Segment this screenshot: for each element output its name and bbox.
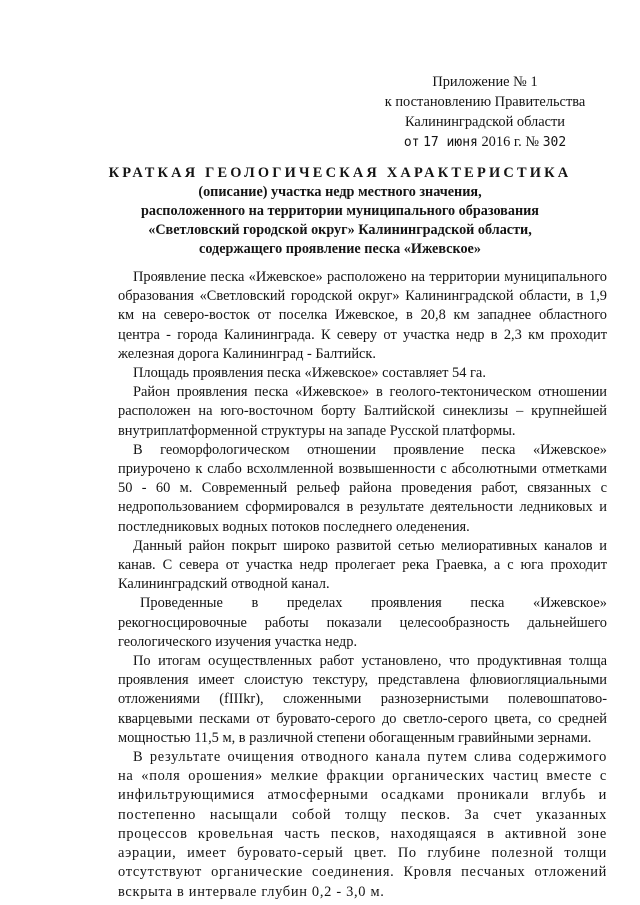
document-body [118, 268, 607, 902]
appendix-region: Калининградской области [405, 114, 565, 130]
title-line-5: содержащего проявление песка «Ижевское» [199, 241, 481, 257]
date-prefix: от [403, 135, 420, 150]
date-year: 2016 г. № [481, 134, 540, 150]
title-line-2: (описание) участка недр местного значения, [198, 184, 482, 200]
appendix-header [360, 72, 610, 153]
paragraph-geomorphology: В геоморфологическом отношении проявление песка «Ижевское» приурочено к слабо всхолмленной возвышенности с абсолютными отметками 50 - 60 м. Современный рельеф района проведения работ, связанных с недропользованием сформировался в результате деятельности ледниковых и постледниковых водных потоков последнего оледенения. [118, 441, 607, 535]
paragraph-sand-composition: В результате очищения отводного канала путем слива содержимого на «поля орошения» мелкие фракции органических частиц вместе с инфильтрующимися атмосферными осадками проникали вглубь и постепенно насыщали собой толщу песков. За счет указанных процессов кровельная часть песков, находящаяся в активной зоне аэрации, имеет буровато-серый цвет. По глубине полезной толщи отсутствуют органические соединения. Кровля песчаных отложений вскрыта в интервале глубин 0,2 - 3,0 м. [118, 749, 607, 900]
title-line-4: «Светловский городской округ» Калининградской области, [148, 222, 532, 238]
title-line-3: расположенного на территории муниципального образования [141, 203, 539, 219]
title-line-1: КРАТКАЯ ГЕОЛОГИЧЕСКАЯ ХАРАКТЕРИСТИКА [108, 165, 572, 181]
paragraph-area: Площадь проявления песка «Ижевское» составляет 54 га. [133, 365, 486, 382]
paragraph-reconnaissance: Проведенные в пределах проявления песка «Ижевское» рекогносцировочные работы показали целесообразность дальнейшего геологического изучения участка недр. [118, 595, 607, 650]
appendix-number: Приложение № 1 [432, 74, 538, 90]
paragraph-drainage: Данный район покрыт широко развитой сетью мелиоративных каналов и канав. С севера от участка недр пролегает река Граевка, а с юга проходит Калининградский отводной канал. [118, 537, 607, 593]
paragraph-tectonics: Район проявления песка «Ижевское» в геолого-тектоническом отношении расположен на юго-восточном борту Балтийской синеклизы – крупнейшей внутриплатформенной структуры на западе Русской платформы. [118, 384, 607, 439]
appendix-resolution: к постановлению Правительства [384, 94, 586, 110]
resolution-number: 302 [542, 135, 567, 150]
document-title [70, 164, 610, 259]
date-value: 17 июня [423, 135, 478, 150]
appendix-date-line [360, 132, 610, 153]
paragraph-location: Проявление песка «Ижевское» расположено на территории муниципального образования «Светловский городской округ» Калининградской области, в 1,9 км на северо-восток от поселка Ижевское, в 20,8 км западнее областного центра - города Калининграда. К северу от участка недр в 2,3 км проходит железная дорога Калининград - Балтийск. [118, 269, 607, 362]
paragraph-productive-layer: По итогам осуществленных работ установлено, что продуктивная толща проявления имеет слоистую текстуру, представлена флювиогляциальными отложениями (fIIIkr), сложенными разнозернистыми полевошпатово-кварцевыми песками от буровато-серого до светло-серого цвета, со средней мощностью 11,5 м, в различной степени обогащенным гравийными зернами. [118, 653, 607, 746]
